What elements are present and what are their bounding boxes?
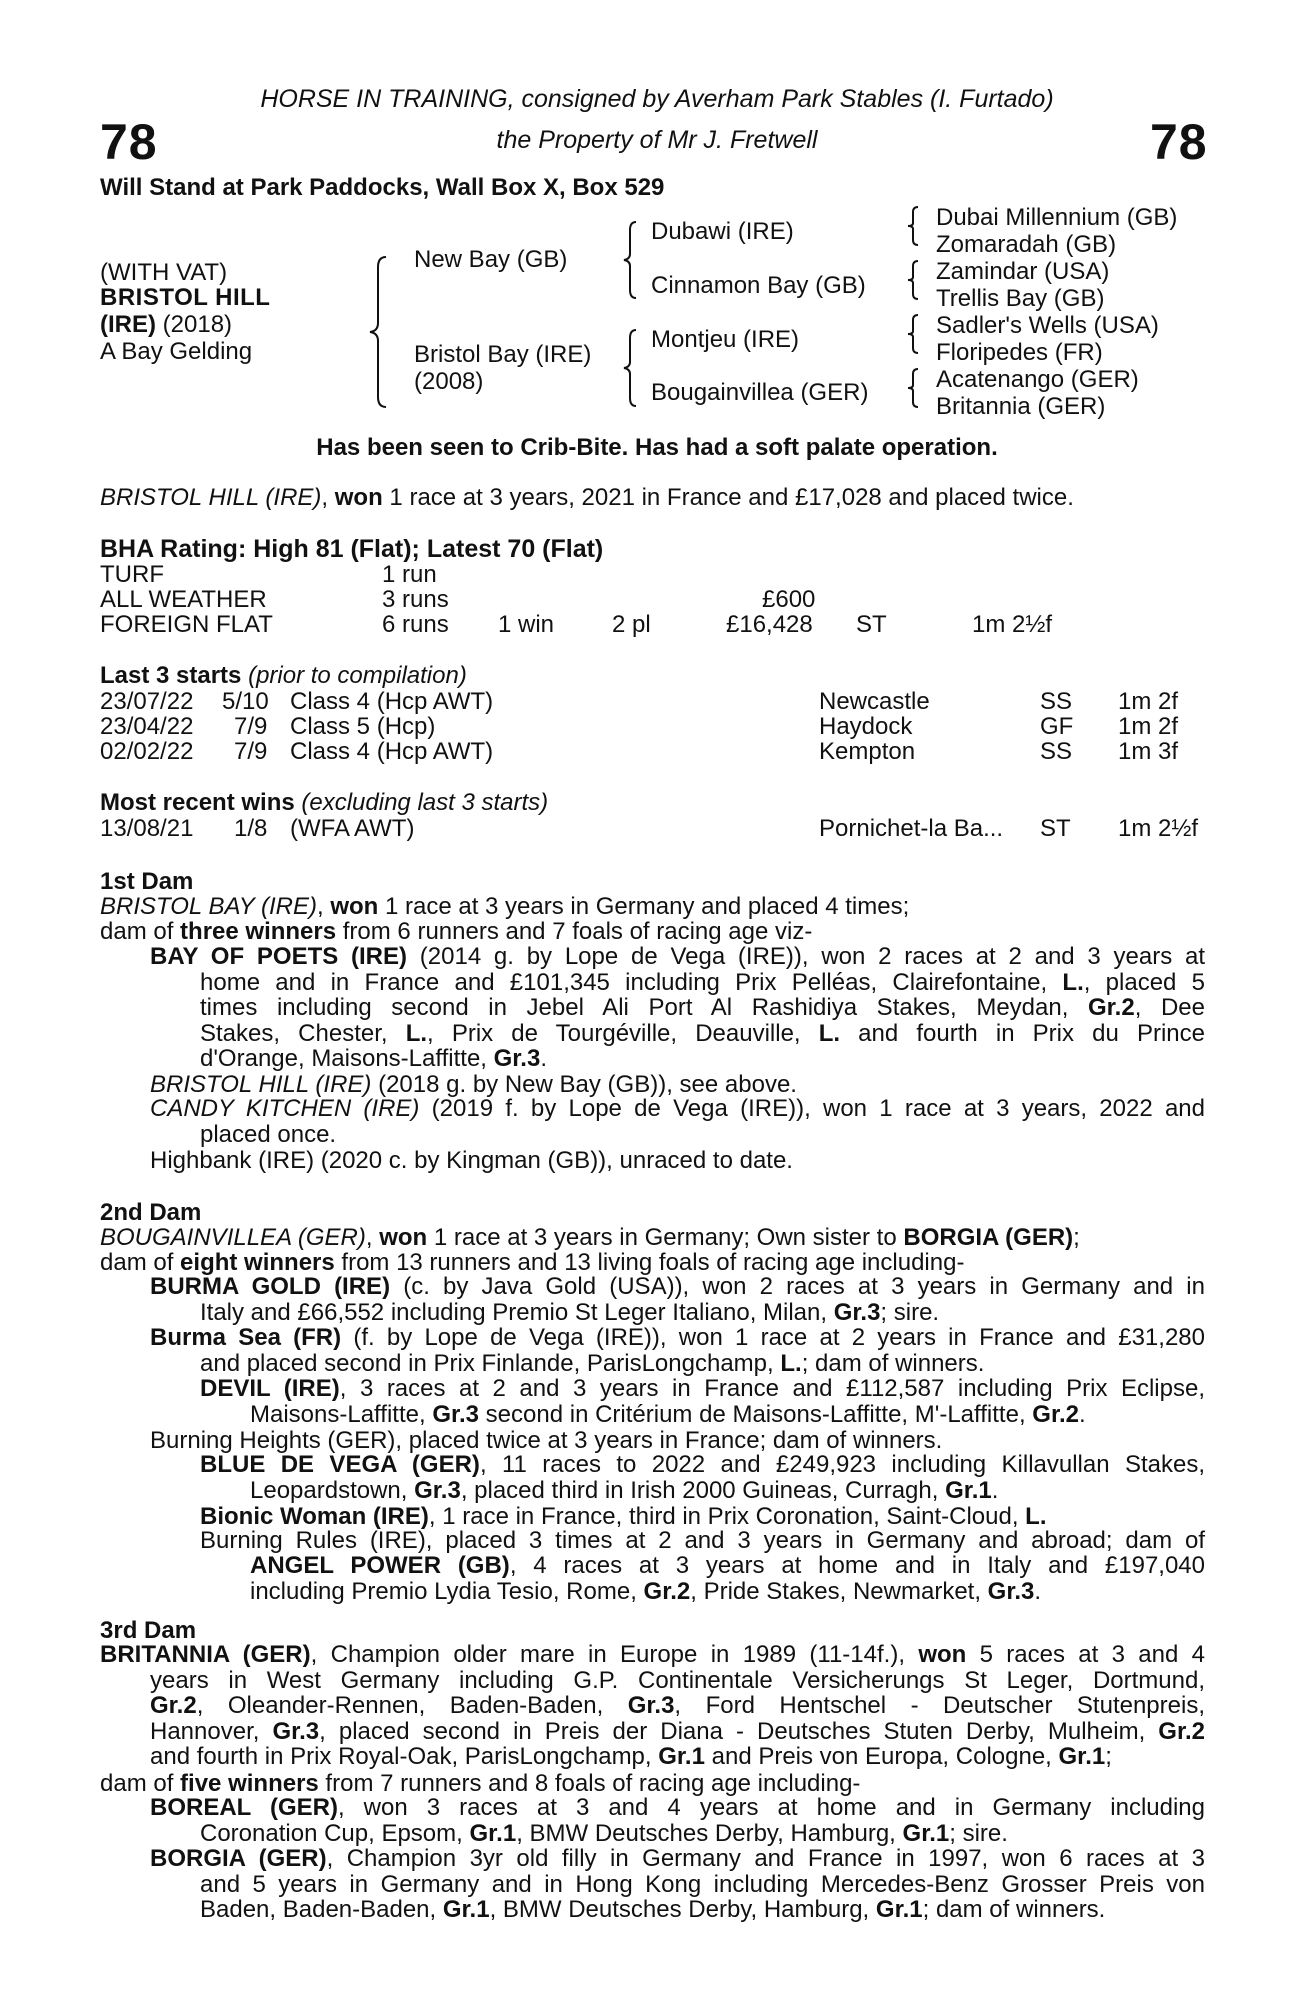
race-summary: BRISTOL HILL (IRE), won 1 race at 3 years, 2021 in France and £17,028 and placed twice. — [100, 484, 1074, 511]
sire-brace — [620, 220, 640, 300]
g3-brace-2 — [905, 259, 921, 301]
dam3-line: dam of five winners from 7 runners and 8 foals of racing age including- — [100, 1770, 861, 1797]
sire-sire: Dubawi (IRE) — [651, 218, 794, 245]
consignor-line: HORSE IN TRAINING, consigned by Averham Park Stables (I. Furtado) — [260, 85, 1054, 113]
vet-notice: Has been seen to Crib-Bite. Has had a soft palate operation. — [316, 434, 998, 461]
pedigree-brace — [366, 255, 390, 410]
progeny-entry: CANDY KITCHEN (IRE) (2019 f. by Lope de Vega (IRE)), won 1 race at 3 years, 2022 and placed once. — [150, 1095, 1205, 1148]
bha-rating: BHA Rating: High 81 (Flat); Latest 70 (Flat) — [100, 535, 604, 563]
horse-name: BRISTOL HILL — [100, 284, 271, 311]
recent-wins-heading: Most recent wins (excluding last 3 starts) — [100, 789, 549, 816]
g3-brace-3 — [905, 313, 921, 355]
dam-sire: Montjeu (IRE) — [651, 326, 800, 353]
progeny-entry: BRISTOL HILL (IRE) (2018 g. by New Bay (GB)), see above. — [150, 1071, 797, 1098]
g3-brace-4 — [905, 367, 921, 409]
progeny-entry: DEVIL (IRE), 3 races at 2 and 3 years in France and £112,587 including Prix Eclipse, Maisons-Laffitte, Gr.3 second in Critérium de Maisons-Laffitte, M'-Laffitte, Gr.2. — [200, 1375, 1206, 1428]
progeny-entry: BURMA GOLD (IRE) (c. by Java Gold (USA)), won 2 races at 3 years in Germany and in Italy and £66,552 including Premio St Leger Italiano, Milan, Gr.3; sire. — [150, 1273, 1205, 1326]
progeny-entry: BORGIA (GER), Champion 3yr old filly in Germany and France in 1997, won 6 races at 3 and 5 years in Germany and in Hong Kong including Mercedes-Benz Grosser Preis von Baden, Baden-Baden, Gr.1, BMW Deutsches Derby, Hamburg, Gr.1; dam of winners. — [150, 1845, 1205, 1923]
progeny-entry: BAY OF POETS (IRE) (2014 g. by Lope de Vega (IRE)), won 2 races at 2 and 3 years at home and in France and £101,345 including Prix Pelléas, Clairefontaine, L., placed 5 times including second in Jebel Ali Port Al Rashidiya Stakes, Meydan, Gr.2, Dee Stakes, Chester, L., Prix de Tourgéville, Deauville, L. and fourth in Prix du Prince d'Orange, Maisons-Laffitte, Gr.3. — [150, 943, 1206, 1072]
ped-sdd: Trellis Bay (GB) — [936, 285, 1105, 312]
g3-brace-1 — [905, 205, 921, 247]
dam3-heading: 3rd Dam — [100, 1617, 197, 1644]
dam-brace — [620, 328, 640, 408]
vat-note: (WITH VAT) — [100, 259, 228, 286]
ped-dds: Acatenango (GER) — [936, 366, 1139, 393]
sire-dam: Cinnamon Bay (GB) — [651, 272, 866, 299]
progeny-entry: Bionic Woman (IRE), 1 race in France, third in Prix Coronation, Saint-Cloud, L. — [200, 1503, 1047, 1530]
dam2-heading: 2nd Dam — [100, 1199, 202, 1226]
ped-sds: Zamindar (USA) — [936, 258, 1110, 285]
ped-dsd: Floripedes (FR) — [936, 339, 1103, 366]
dam2-line: dam of eight winners from 13 runners and 13 living foals of racing age including- — [100, 1249, 965, 1276]
progeny-entry: Burma Sea (FR) (f. by Lope de Vega (IRE)), won 1 race at 2 years in France and £31,280 and placed second in Prix Finlande, ParisLongchamp, L.; dam of winners. — [150, 1324, 1205, 1377]
ped-dss: Sadler's Wells (USA) — [936, 312, 1159, 339]
lot-number-left: 78 — [100, 114, 158, 170]
dam-year: (2008) — [414, 368, 484, 395]
last-starts-heading: Last 3 starts (prior to compilation) — [100, 662, 467, 689]
ped-sss: Dubai Millennium (GB) — [936, 204, 1178, 231]
progeny-entry: Burning Rules (IRE), placed 3 times at 2 and 3 years in Germany and abroad; dam of — [200, 1527, 1205, 1554]
progeny-entry: Burning Heights (GER), placed twice at 3 years in France; dam of winners. — [150, 1427, 943, 1454]
progeny-entry: BLUE DE VEGA (GER), 11 races to 2022 and £249,923 including Killavullan Stakes, Leopardstown, Gr.3, placed third in Irish 2000 Guineas, Curragh, Gr.1. — [200, 1451, 1205, 1504]
lot-number-right: 78 — [1150, 114, 1208, 170]
horse-origin-year: (IRE) (2018) — [100, 311, 233, 338]
progeny-entry: ANGEL POWER (GB), 4 races at 3 years at home and in Italy and £197,040 including Premio Lydia Tesio, Rome, Gr.2, Pride Stakes, Newmarket, Gr.3. — [250, 1552, 1206, 1605]
sire: New Bay (GB) — [414, 246, 568, 273]
dam1-line: dam of three winners from 6 runners and 7 foals of racing age viz- — [100, 918, 813, 945]
property-line: the Property of Mr J. Fretwell — [496, 126, 818, 154]
dam2-line: BOUGAINVILLEA (GER), won 1 race at 3 years in Germany; Own sister to BORGIA (GER); — [100, 1224, 1080, 1251]
stand-location: Will Stand at Park Paddocks, Wall Box X, Box 529 — [100, 174, 665, 201]
ped-ddd: Britannia (GER) — [936, 393, 1106, 420]
dam-dam: Bougainvillea (GER) — [651, 379, 869, 406]
ped-ssd: Zomaradah (GB) — [936, 231, 1117, 258]
progeny-entry: Highbank (IRE) (2020 c. by Kingman (GB)), unraced to date. — [150, 1147, 793, 1174]
progeny-entry: BOREAL (GER), won 3 races at 3 and 4 years at home and in Germany including Coronation Cup, Epsom, Gr.1, BMW Deutsches Derby, Hamburg, Gr.1; sire. — [150, 1794, 1206, 1847]
dam: Bristol Bay (IRE) — [414, 341, 592, 368]
horse-description: A Bay Gelding — [100, 338, 253, 365]
catalogue-page: 78 78 HORSE IN TRAINING, consigned by Averham Park Stables (I. Furtado) the Property of Mr J. Fretwell Will Stand at Park Paddocks, Wall Box X, Box 529 (WITH VAT) BRISTOL HILL (IRE) (2018) A Bay Gelding New Bay (GB) Bristol Bay (IRE) (2008) Dubawi (IRE) Cinnamon Bay (GB) Montjeu (IRE) Bougainvillea (GER) Dubai Millennium (GB) Zomaradah (GB) Zamindar (USA) Trellis Bay (GB) Sadler's Wells (USA) Floripedes (FR) Acatenango (GER) Britannia (GER) Has been seen to Crib-Bite. Has had a soft palate operation. BRISTOL HILL (IRE), won 1 race at 3 years, 2021 in France and £17,028 and placed twice. BHA Rating: High 81 (Flat); Latest 70 (Flat) TURF 1 run ALL WEATHER 3 runs £600 FOREIGN FLAT 6 runs 1 win 2 pl £16,428 ST 1m 2½f Last 3 starts (prior to compilation) 23/07/22 5/10 Class 4 (Hcp AWT) Newcastle SS 1m 2f 23/04/22 7/9 Class 5 (Hcp) Haydock GF 1m 2f 02/02/22 7/9 Class 4 (Hcp AWT) Kempton SS 1m 3f Most recent wins (excluding last 3 starts) 13/08/21 1/8 (WFA AWT) Pornichet-la Ba... ST 1m 2½f 1st Dam BRISTOL BAY (IRE), won 1 race at 3 years in Germany and placed 4 times; dam of three winners from 6 runners and 7 foals of racing age viz- BAY OF POETS (IRE) (2014 g. by Lope de Vega (IRE)), won 2 races at 2 and 3 years at home and in France and £101,345 including Prix Pelléas, Clairefontaine, L., placed 5 times including second in Jebel Ali Port Al Rashidiya Stakes, Meydan, Gr.2, Dee Stakes, Chester, L., Prix de Tourgéville, Deauville, L. and fourth in Prix du Prince d'Orange, Maisons-Laffitte, Gr.3. BRISTOL HILL (IRE) (2018 g. by New Bay (GB)), see above. CANDY KITCHEN (IRE) (2019 f. by Lope de Vega (IRE)), won 1 race at 3 years, 2022 and placed once. Highbank (IRE) (2020 c. by Kingman (GB)), unraced to date. 2nd Dam BOUGAINVILLEA (GER), won 1 race at 3 years in Germany; Own sister to BORGIA (GER); dam of eight winners from 13 runners and 13 living foals of racing age including- BURMA GOLD (IRE) (c. by Java Gold (USA)), won 2 races at 3 years in Germany and in Italy and £66,552 including Premio St Leger Italiano, Milan, Gr.3; sire. Burma Sea (FR) (f. by Lope de Vega (IRE)), won 1 race at 2 years in France and £31,280 and placed second in Prix Finlande, ParisLongchamp, L.; dam of winners. DEVIL (IRE), 3 races at 2 and 3 years in France and £112,587 including Prix Eclipse, Maisons-Laffitte, Gr.3 second in Critérium de Maisons-Laffitte, M'-Laffitte, Gr.2. Burning Heights (GER), placed twice at 3 years in France; dam of winners. BLUE DE VEGA (GER), 11 races to 2022 and £249,923 including Killavullan Stakes, Leopardstown, Gr.3, placed third in Irish 2000 Guineas, Curragh, Gr.1. Bionic Woman (IRE), 1 race in France, third in Prix Coronation, Saint-Cloud, L. Burning Rules (IRE), placed 3 times at 2 and 3 years in Germany and abroad; dam of ANGEL POWER (GB), 4 races at 3 years at home and in Italy and £197,040 including Premio Lydia Tesio, Rome, Gr.2, Pride Stakes, Newmarket, Gr.3. 3rd Dam BRITANNIA (GER), Champion older mare in Europe in 1989 (11-14f.), won 5 races at 3 and 4 years in West Germany including G.P. Continentale Versicherungs St Leger, Dortmund, Gr.2, Oleander-Rennen, Baden-Baden, Gr.3, Ford Hentschel - Deutscher Stutenpreis, Hannover, Gr.3, placed second in Preis der Diana - Deutsches Stuten Derby, Mulheim, Gr.2 and fourth in Prix Royal-Oak, ParisLongchamp, Gr.1 and Preis von Europa, Cologne, Gr.1; dam of five winners from 7 runners and 8 foals of racing age including- BOREAL (GER), won 3 races at 3 and 4 years at home and in Germany including Coronation Cup, Epsom, Gr.1, BMW Deutsches Derby, Hamburg, Gr.1; sire. BORGIA (GER), Champion 3yr old filly in Germany and France in 1997, won 6 races at 3 and 5 years in Germany and in Hong Kong including Mercedes-Benz Grosser Preis von Baden, Baden-Baden, Gr.1, BMW Deutsches Derby, Hamburg, Gr.1; dam of winners. — [0, 0, 1314, 2000]
dam1-heading: 1st Dam — [100, 868, 194, 895]
dam1-line: BRISTOL BAY (IRE), won 1 race at 3 years in Germany and placed 4 times; — [100, 893, 910, 920]
dam3-record: BRITANNIA (GER), Champion older mare in Europe in 1989 (11-14f.), won 5 races at 3 and 4 years in West Germany including G.P. Continentale Versicherungs St Leger, Dortmund, Gr.2, Oleander-Rennen, Baden-Baden, Gr.3, Ford Hentschel - Deutscher Stutenpreis, Hannover, Gr.3, placed second in Preis der Diana - Deutsches Stuten Derby, Mulheim, Gr.2 and fourth in Prix Royal-Oak, ParisLongchamp, Gr.1 and Preis von Europa, Cologne, Gr.1; — [100, 1641, 1205, 1770]
